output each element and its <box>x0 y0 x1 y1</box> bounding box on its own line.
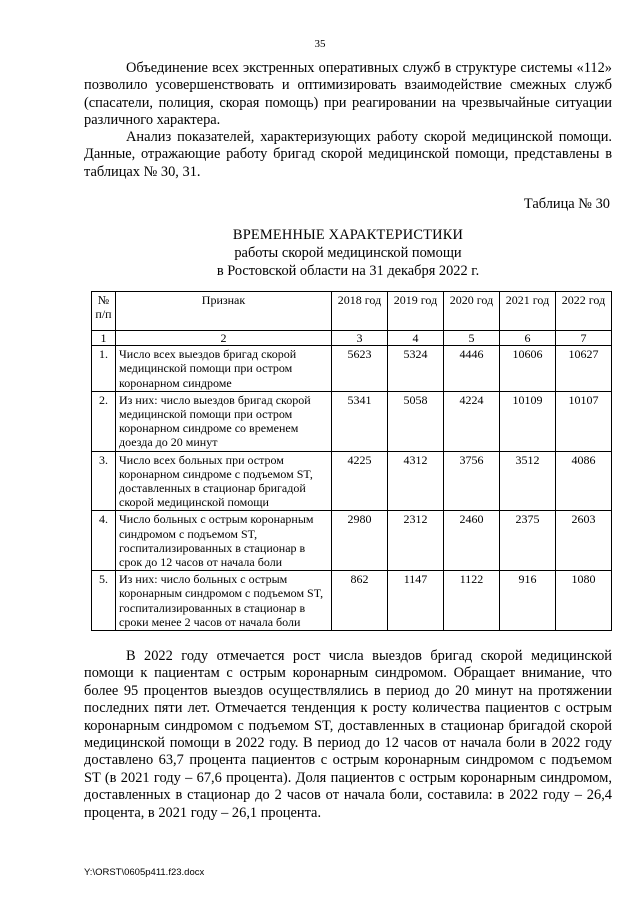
table-row <box>92 451 612 511</box>
value-cell: 1080 <box>556 571 612 631</box>
value-cell: 916 <box>500 571 556 631</box>
row-number: 5. <box>92 571 116 631</box>
intro-paragraph-1: Объединение всех экстренных оперативных служб в структуре системы «112» позволило усовершенствовать и оптимизировать взаимодействие смежных служб (спасатели, полиция, скорая помощь) при реагировании на чрезвычайные ситуации различного характера. <box>84 60 612 129</box>
row-label: Число всех больных при остром коронарном синдроме с подъемом ST, доставленных в стационар бригадой скорой медицинской помощи <box>116 451 332 511</box>
analysis-paragraph: В 2022 году отмечается рост числа выездов бригад скорой медицинской помощи к пациентам с острым коронарным синдромом. Обращает внимание, что более 95 процентов выездов осуществлялись в период до 20 минут на протяжении последних пяти лет. Отмечается тенденция к росту количества пациентов с острым коронарным синдромом с подъемом ST, доставленных в стационар бригадой скорой медицинской помощи в 2022 году. В период до 12 часов от начала боли в 2022 году доставлено 63,7 процента пациентов с острым коронарным синдромом с подъемом ST (в 2021 году – 67,6 процента). Доля пациентов с острым коронарным синдромом, доставленных в стационар до 2 часов от начала боли, составила: в 2022 году – 26,4 процента, в 2021 году – 26,1 процента. <box>84 648 612 821</box>
column-number-cell: 7 <box>556 331 612 346</box>
row-label: Число всех выездов бригад скорой медицинской помощи при остром коронарном синдроме <box>116 346 332 392</box>
header-cell: 2022 год <box>556 292 612 331</box>
value-cell: 4224 <box>444 391 500 451</box>
header-cell: № п/п <box>92 292 116 331</box>
header-cell: 2020 год <box>444 292 500 331</box>
table-label: Таблица № 30 <box>523 196 610 212</box>
value-cell: 2312 <box>388 511 444 571</box>
header-cell: Признак <box>116 292 332 331</box>
page-number: 35 <box>314 38 326 50</box>
header-cell: 2018 год <box>332 292 388 331</box>
table-title <box>84 226 612 280</box>
column-number-cell: 4 <box>388 331 444 346</box>
value-cell: 862 <box>332 571 388 631</box>
value-cell: 5324 <box>388 346 444 392</box>
time-characteristics-table <box>91 291 612 631</box>
row-number: 2. <box>92 391 116 451</box>
table-title-line-1: ВРЕМЕННЫЕ ХАРАКТЕРИСТИКИ <box>232 227 464 243</box>
value-cell: 4225 <box>332 451 388 511</box>
table-title-line-3: в Ростовской области на 31 декабря 2022 г. <box>216 263 480 279</box>
table-row <box>92 511 612 571</box>
value-cell: 4086 <box>556 451 612 511</box>
value-cell: 10109 <box>500 391 556 451</box>
value-cell: 2603 <box>556 511 612 571</box>
value-cell: 10627 <box>556 346 612 392</box>
row-number: 1. <box>92 346 116 392</box>
column-number-row <box>92 331 612 346</box>
value-cell: 3512 <box>500 451 556 511</box>
value-cell: 1147 <box>388 571 444 631</box>
table-title-line-2: работы скорой медицинской помощи <box>234 245 462 261</box>
table-row <box>92 391 612 451</box>
value-cell: 4312 <box>388 451 444 511</box>
value-cell: 2460 <box>444 511 500 571</box>
column-number-cell: 1 <box>92 331 116 346</box>
row-label: Из них: число выездов бригад скорой медицинской помощи при остром коронарном синдроме со временем доезда до 20 минут <box>116 391 332 451</box>
intro-paragraph-2: Анализ показателей, характеризующих работу скорой медицинской помощи. Данные, отражающие работу бригад скорой медицинской помощи, представлены в таблицах № 30, 31. <box>84 129 612 180</box>
value-cell: 3756 <box>444 451 500 511</box>
value-cell: 5623 <box>332 346 388 392</box>
table-row <box>92 571 612 631</box>
header-cell: 2021 год <box>500 292 556 331</box>
column-number-cell: 5 <box>444 331 500 346</box>
row-number: 3. <box>92 451 116 511</box>
column-number-cell: 6 <box>500 331 556 346</box>
table-header-row <box>92 292 612 331</box>
row-label: Из них: число больных с острым коронарным синдромом с подъемом ST, госпитализированных в стационар в сроки менее 2 часов от начала боли <box>116 571 332 631</box>
value-cell: 1122 <box>444 571 500 631</box>
header-cell: 2019 год <box>388 292 444 331</box>
file-path-footer: Y:\ORST\0605p411.f23.docx <box>84 867 205 878</box>
row-number: 4. <box>92 511 116 571</box>
value-cell: 10606 <box>500 346 556 392</box>
value-cell: 2375 <box>500 511 556 571</box>
value-cell: 4446 <box>444 346 500 392</box>
column-number-cell: 3 <box>332 331 388 346</box>
row-label: Число больных с острым коронарным синдромом с подъемом ST, госпитализированных в стационар в срок до 12 часов от начала боли <box>116 511 332 571</box>
value-cell: 5058 <box>388 391 444 451</box>
table-row <box>92 346 612 392</box>
value-cell: 5341 <box>332 391 388 451</box>
value-cell: 2980 <box>332 511 388 571</box>
value-cell: 10107 <box>556 391 612 451</box>
column-number-cell: 2 <box>116 331 332 346</box>
